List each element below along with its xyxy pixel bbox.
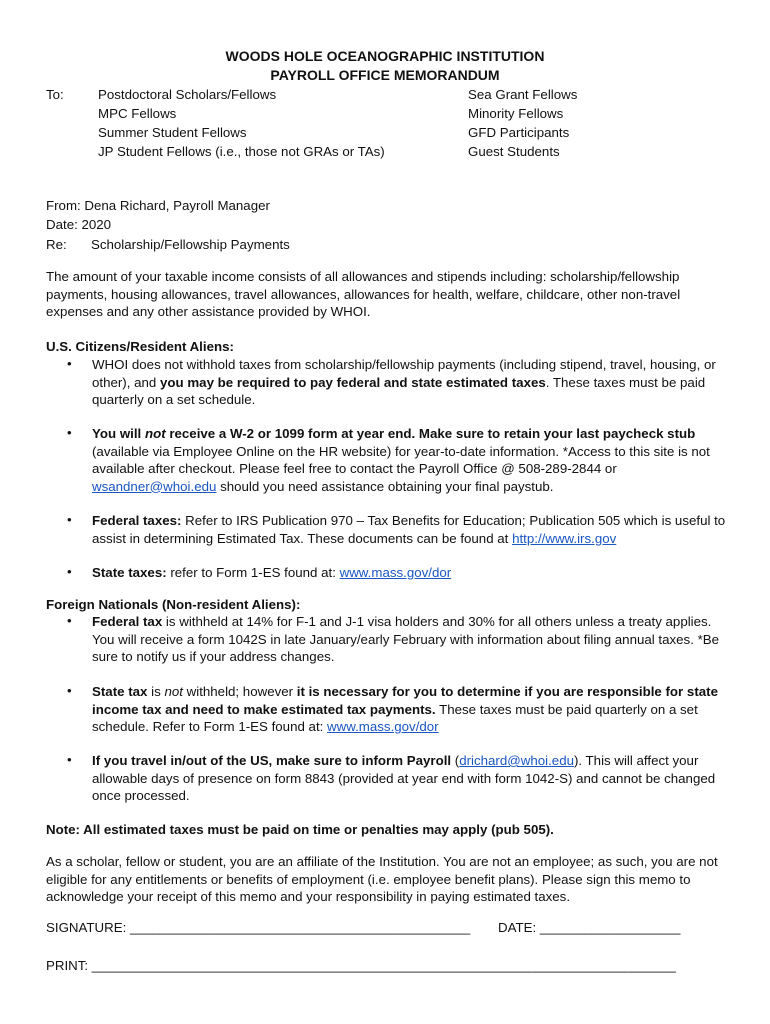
re-subject: Scholarship/Fellowship Payments xyxy=(91,237,290,252)
memo-institution-title: WOODS HOLE OCEANOGRAPHIC INSTITUTION xyxy=(225,48,545,64)
note-paragraph: Note: All estimated taxes must be paid on time or penalties may apply (pub 505). xyxy=(46,822,554,837)
to-recipient: Minority Fellows xyxy=(468,106,564,121)
bullet: • xyxy=(67,613,72,628)
us-bullet-withholding: WHOI does not withhold taxes from scholarship/fellowship payments (including stipend, travel, housing, or other), and you may be required to pay federal and state estimated taxes. These taxes must be paid quarterly on a set schedule. xyxy=(92,357,716,407)
date-signature-line[interactable]: DATE: ___________________ xyxy=(498,920,681,935)
foreign-bullet-travel: If you travel in/out of the US, make sure to inform Payroll (drichard@whoi.edu). This will affect your allowable days of presence on form 8843 (provided at year end with form 1042-S) and cannot be changed once processed. xyxy=(92,753,716,803)
mass-dor-link[interactable]: www.mass.gov/dor xyxy=(327,719,439,734)
to-label: To: xyxy=(46,87,64,102)
to-recipient: JP Student Fellows (i.e., those not GRAs or TAs) xyxy=(98,144,385,159)
us-bullet-federal: Federal taxes: Refer to IRS Publication 970 – Tax Benefits for Education; Publication 505 which is useful to assist in determining Estimated Tax. These documents can be found at http://www.irs.gov xyxy=(92,513,726,546)
to-recipient: Guest Students xyxy=(468,144,560,159)
signature-line[interactable]: SIGNATURE: ______________________________________________ xyxy=(46,920,471,935)
foreign-nationals-heading: Foreign Nationals (Non-resident Aliens): xyxy=(46,597,301,612)
from-line: From: Dena Richard, Payroll Manager xyxy=(46,198,270,213)
date-line: Date: 2020 xyxy=(46,217,112,232)
to-recipient: Summer Student Fellows xyxy=(98,125,247,140)
bullet: • xyxy=(67,752,72,767)
bullet: • xyxy=(67,356,72,371)
foreign-bullet-federal: Federal tax is withheld at 14% for F-1 and J-1 visa holders and 30% for all others unless a treaty applies. You will receive a form 1042S in late January/early February with information about filing annual taxes. *Be sure to notify us if your address changes. xyxy=(92,614,720,664)
print-name-line[interactable]: PRINT: _______________________________________________________________________________ xyxy=(46,958,677,973)
us-citizens-heading: U.S. Citizens/Resident Aliens: xyxy=(46,339,234,354)
bullet: • xyxy=(67,425,72,440)
to-recipient: GFD Participants xyxy=(468,125,570,140)
to-recipient: MPC Fellows xyxy=(98,106,177,121)
us-bullet-w2: You will not receive a W-2 or 1099 form at year end. Make sure to retain your last paycheck stub (available via Employee Online on the HR website) for year-to-date information. *Access to this site is not available after checkout. Please feel free to contact the Payroll Office @ 508-289-2844 or wsandner@whoi.edu should you need assistance obtaining your final paystub. xyxy=(92,426,710,494)
email-link-drichard[interactable]: drichard@whoi.edu xyxy=(459,753,574,768)
foreign-bullet-state: State tax is not withheld; however it is necessary for you to determine if you are responsible for state income tax and need to make estimated tax payments. These taxes must be paid quarterly on a set schedule. Refer to Form 1-ES found at: www.mass.gov/dor xyxy=(92,684,718,734)
us-bullet-state: State taxes: refer to Form 1-ES found at: www.mass.gov/dor xyxy=(92,565,452,580)
mass-dor-link[interactable]: www.mass.gov/dor xyxy=(339,565,452,580)
bullet: • xyxy=(67,512,72,527)
bullet: • xyxy=(67,564,72,579)
to-recipient: Sea Grant Fellows xyxy=(468,87,578,102)
memo-title: PAYROLL OFFICE MEMORANDUM xyxy=(270,67,500,83)
irs-link[interactable]: http://www.irs.gov xyxy=(512,530,617,546)
email-link-wsandner[interactable]: wsandner@whoi.edu xyxy=(92,478,217,494)
intro-paragraph: The amount of your taxable income consists of all allowances and stipends including: scholarship/fellowship payments, housing allowances, travel allowances, allowances for health, welfare, childcare, other non-travel expenses and any other assistance provided by WHOI. xyxy=(46,269,681,319)
bullet: • xyxy=(67,683,72,698)
re-label: Re: xyxy=(46,237,67,252)
closing-paragraph: As a scholar, fellow or student, you are an affiliate of the Institution. You are not an employee; as such, you are not eligible for any entitlements or benefits of employment (i.e. employee benefit plans). Please sign this memo to acknowledge your receipt of this memo and your responsibility in paying estimated taxes. xyxy=(46,854,718,904)
to-recipient: Postdoctoral Scholars/Fellows xyxy=(98,87,277,102)
